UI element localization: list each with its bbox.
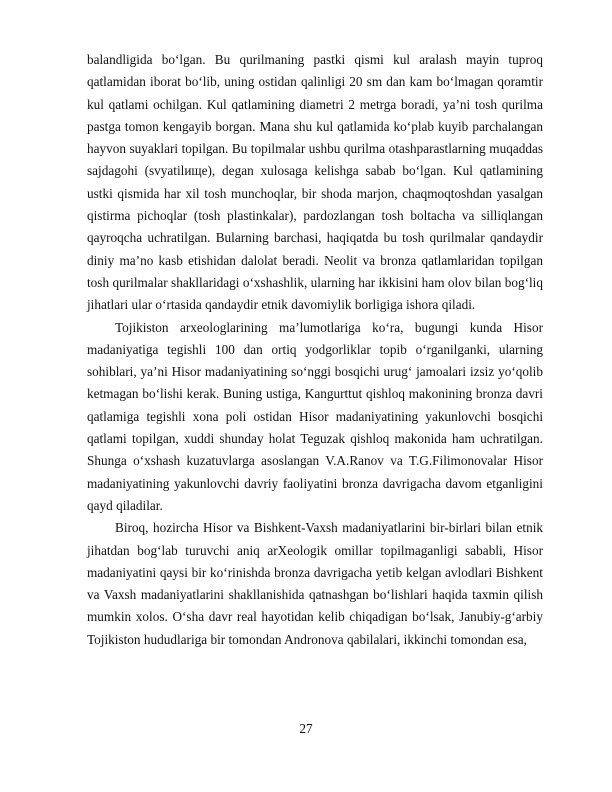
paragraph-2: Tojikiston arxeologlarining ma’lumotlariga ko‘ra, bugungi kunda Hisor madaniyatiga tegishli 100 dan ortiq yodgorliklar topib o‘rganilganki, ularning sohiblari, ya’ni Hisor madaniyatining so‘nggi bosqichi urug‘ jamoalari izsiz yo‘qolib ketmagan bo‘lishi kerak. Buning ustiga, Kangurttut qishloq makonining bronza davri qatlamiga tegishli xona poli ostidan Hisor madaniyatining yakunlovchi bosqichi qatlami topilgan, xuddi shunday holat Teguzak qishloq makonida ham uchratilgan. Shunga o‘xshash kuzatuvlarga asoslangan V.A.Ranov va T.G.Filimonovalar Hisor madaniyatining yakunlovchi davriy faoliyatini bronza davrigacha davom etganligini qayd qiladilar. (87, 319, 543, 513)
page-number: 27 (299, 721, 313, 736)
paragraph-3: Biroq, hozircha Hisor va Bishkent-Vaxsh madaniyatlarini bir-birlari bilan etnik jihatdan bog‘lab turuvchi aniq arXeologik omillar topilmaganligi sababli, Hisor madaniyatini qaysi bir ko‘rinishda bronza davrigacha yetib kelgan avlodlari Bishkent va Vaxsh madaniyatlarini shakllanishida qatnashgan bo‘lishlari haqida taxmin qilish mumkin xolos. O‘sha davr real hayotidan kelib chiqadigan bo‘lsak, Janubiy-g‘arbiy Tojikiston hududlariga bir tomondan Andronova qabilalari, ikkinchi tomondan esa, (87, 520, 543, 647)
document-page (87, 49, 543, 651)
paragraph-1: balandligida bo‘lgan. Bu qurilmaning pastki qismi kul aralash mayin tuproq qatlamidan iborat bo‘lib, uning ostidan qalinligi 20 sm dan kam bo‘lmagan qoramtir kul qatlami ochilgan. Kul qatlamining diametri 2 metrga boradi, ya’ni tosh qurilma pastga tomon kengayib borgan. Mana shu kul qatlamida ko‘plab kuyib parchalangan hayvon suyaklari topilgan. Bu topilmalar ushbu qurilma otashparastlarning muqaddas sajdagohi (svyatilище), degan xulosaga kelishga sabab bo‘lgan. Kul qatlamining ustki qismida har xil tosh munchoqlar, bir shoda marjon, chaqmoqtoshdan yasalgan qistirma pichoqlar (tosh plastinkalar), pardozlangan tosh boltacha va silliqlangan qayroqcha uchratilgan. Bularning barchasi, haqiqatda bu tosh qurilmalar qandaydir diniy ma’no kasb etishidan dalolat beradi. Neolit va bronza qatlamlaridan topilgan tosh qurilmalar shakllaridagi o‘xshashlik, ularning har ikkisini ham olov bilan bog‘liq jihatlari ular o‘rtasida qandaydir etnik davomiylik borligiga ishora qiladi. (87, 52, 543, 313)
